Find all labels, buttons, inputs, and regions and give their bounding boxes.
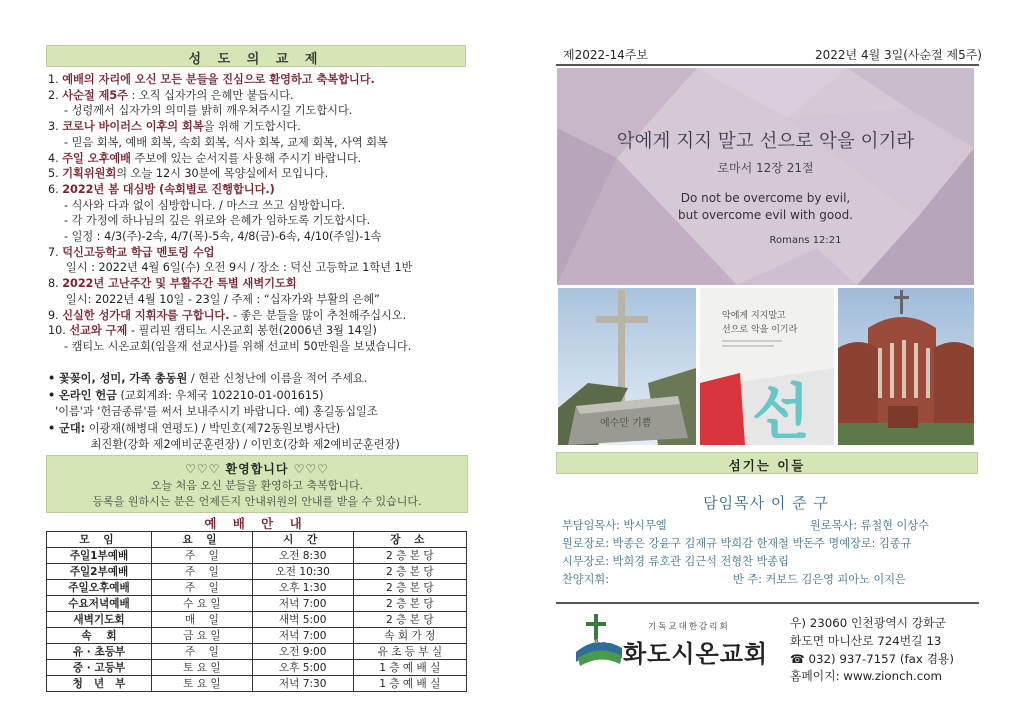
notice-item: - 믿음 회복, 예배 회복, 속회 회복, 식사 회복, 교제 회복, 사역 회복: [64, 135, 388, 149]
notice-item: 일시: 2022년 4월 10일 - 23일 / 주제 : “십자가와 부활의 은혜”: [66, 292, 380, 306]
welcome-line-2: 등록을 원하시는 분은 언제든지 안내위원의 안내를 받을 수 있습니다.: [92, 495, 422, 508]
table-row: [47, 628, 467, 644]
table-header-row: [47, 532, 467, 548]
table-cell: 청 년 부: [47, 676, 152, 692]
notice-text: - 필리핀 캠티노 시온교회 봉헌(2006년 3월 14일): [127, 324, 377, 338]
verse-card-photo: [700, 288, 834, 445]
notice-highlight: 예배의 자리에 오신 모든 분들을 진심으로 환영하고 축복합니다.: [62, 73, 375, 86]
table-cell: 수 요 일: [152, 596, 253, 612]
verse-english-line-1: Do not be overcome by evil,: [680, 191, 851, 205]
table-cell: 1 층 예 배 실: [353, 660, 466, 676]
notice-item: - 식사와 다과 없이 심방합니다. / 마스크 쓰고 심방합니다.: [64, 198, 346, 212]
verse-english-line-2: but overcome evil with good.: [677, 208, 854, 222]
card-big-letter: 선: [752, 378, 810, 445]
verse-ref-korean: 로마서 12장 21절: [717, 161, 814, 175]
table-cell: 2 층 본 당: [353, 548, 466, 564]
bullet-label: • 군대:: [48, 421, 86, 435]
table-cell: 주 일: [152, 548, 253, 564]
church-building-photo: [838, 288, 974, 445]
notice-text: - 좋은 분들을 많이 추천해주십시오.: [229, 308, 407, 322]
table-cell: 2 층 본 당: [353, 596, 466, 612]
table-header-cell: 모 임: [47, 532, 152, 548]
table-cell: 매 일: [152, 612, 253, 628]
notice-number: 8.: [48, 277, 59, 291]
worship-schedule-table: [46, 531, 467, 692]
welcome-line-1: 오늘 처음 오신 분들을 환영하고 축복합니다.: [150, 479, 364, 492]
table-row: [47, 580, 467, 596]
phone-fax: ☎ 032) 937-7157 (fax 겸용): [790, 652, 954, 666]
bullet-list: [48, 371, 473, 454]
notice-item: - 캠티노 시온교회(임을재 선교사)를 위해 선교비 50만원을 보냈습니다.: [64, 339, 412, 353]
table-row: [47, 596, 467, 612]
servants-header: [556, 452, 978, 474]
notice-item: [48, 276, 473, 292]
verse-korean: 악에게 지지 말고 선으로 악을 이기라: [616, 131, 915, 152]
table-cell: 오전 9:00: [252, 644, 353, 660]
notice-item: [48, 72, 473, 88]
bullet-item: '이름'과 '헌금종류'를 써서 보내주시기 바랍니다. 예) 홍길동십일조: [48, 405, 378, 419]
card-handwriting-1: 악에게 지지말고: [722, 311, 786, 321]
worship-guide-title: 예 배 안 내: [204, 516, 308, 531]
stone-inscription: 예수만 기쁨: [600, 418, 652, 429]
notice-number: 5.: [48, 167, 59, 181]
emeritus-elders: 원로장로: 박종은 강윤구 김재규 박희감 한재철 박돈주 명예장로: 김종규: [562, 537, 912, 550]
table-header-cell: 시 간: [252, 532, 353, 548]
table-cell: 유 초 등 부 실: [353, 644, 466, 660]
notice-text: 을 위해 기도합시다.: [203, 120, 301, 134]
card-handwriting-2: 선으로 악을 이기라: [722, 325, 798, 335]
welcome-title: ♡♡♡ 환영합니다 ♡♡♡: [185, 462, 329, 476]
table-cell: 2 층 본 당: [353, 580, 466, 596]
footer-divider: [556, 602, 979, 604]
table-row: [47, 548, 467, 564]
table-cell: 토 요 일: [152, 660, 253, 676]
church-name: 화도시온교회: [623, 640, 769, 668]
notice-text: : 오직 십자가의 은혜만 붙듭시다.: [127, 88, 294, 102]
table-cell: 2 층 본 당: [353, 564, 466, 580]
table-cell: 저녁 7:00: [252, 628, 353, 644]
table-cell: 속 회: [47, 628, 152, 644]
notice-item: - 일정 : 4/3(주)-2속, 4/7(목)-5속, 4/8(금)-6속, 4/10(주일)-1속: [64, 230, 382, 244]
associate-pastor: 부담임목사: 박시무엘: [562, 519, 667, 532]
table-cell: 저녁 7:00: [252, 596, 353, 612]
notice-text: 의 오늘 12시 30분에 목양실에서 모입니다.: [116, 167, 329, 181]
notice-number: 3.: [48, 120, 59, 134]
table-cell: 오전 10:30: [252, 564, 353, 580]
table-cell: 오전 8:30: [252, 548, 353, 564]
bulletin-date: 2022년 4월 3일(사순절 제5주): [815, 48, 982, 62]
fellowship-header: [46, 45, 466, 67]
notice-highlight: 코로나 바이러스 이후의 회복: [62, 120, 204, 134]
table-row: [47, 676, 467, 692]
table-cell: 저녁 7:30: [252, 676, 353, 692]
table-cell: 중 · 고등부: [47, 660, 152, 676]
table-cell: 수요저녁예배: [47, 596, 152, 612]
bullet-item: [48, 421, 473, 438]
table-cell: 2 층 본 당: [353, 612, 466, 628]
bullet-item: [48, 388, 473, 405]
table-cell: 토 요 일: [152, 676, 253, 692]
table-cell: 주일오후예배: [47, 580, 152, 596]
notice-item: 일시 : 2022년 4월 6일(수) 오전 9시 / 장소 : 덕신 고등학교 1학년 1반: [66, 261, 413, 275]
notice-number: 4.: [48, 151, 59, 165]
table-cell: 주 일: [152, 564, 253, 580]
notice-item: [48, 308, 473, 324]
table-cell: 주일1부예배: [47, 548, 152, 564]
notice-number: 9.: [48, 308, 59, 322]
table-cell: 유 · 초등부: [47, 644, 152, 660]
fellowship-title: 성 도 의 교 제: [188, 52, 324, 67]
table-cell: 금 요 일: [152, 628, 253, 644]
bullet-item: [48, 371, 473, 388]
notice-highlight: 덕신고등학교 학급 멘토링 수업: [62, 245, 215, 259]
polygon-background: [557, 68, 974, 285]
senior-pastor: 담임목사 이 준 구: [703, 494, 829, 512]
notice-item: [48, 323, 473, 339]
notice-highlight: 신실한 성가대 지휘자를 구합니다.: [62, 308, 230, 322]
header-divider: [556, 64, 979, 66]
table-cell: 1 층 예 배 실: [353, 676, 466, 692]
table-cell: 오후 1:30: [252, 580, 353, 596]
table-cell: 주 일: [152, 644, 253, 660]
table-cell: 주일2부예배: [47, 564, 152, 580]
notice-highlight: 2022년 고난주간 및 부활주간 특별 새벽기도회: [62, 277, 297, 291]
table-cell: 속 회 가 정: [353, 628, 466, 644]
notice-highlight: 사순절 제5주: [62, 88, 128, 102]
table-row: [47, 660, 467, 676]
notice-highlight: 2022년 봄 대심방 (속회별로 진행합니다.): [62, 182, 275, 196]
notice-number: 7.: [48, 245, 59, 259]
table-cell: 새벽 5:00: [252, 612, 353, 628]
denomination-name: 기독교대한감리회: [648, 622, 730, 632]
bullet-text: (교회계좌: 우체국 102210-01-001615): [116, 388, 324, 402]
servants-title: 섬기는 이들: [728, 458, 806, 473]
notice-text: 주보에 있는 순서지를 사용해 주시기 바랍니다.: [131, 151, 362, 165]
choir-conductor: 찬양지휘:: [562, 573, 609, 586]
table-row: [47, 644, 467, 660]
homepage-url: 홈페이지: www.zionch.com: [790, 669, 942, 683]
notice-number: 1.: [48, 73, 59, 86]
notice-highlight: 선교와 구제: [69, 324, 128, 338]
table-cell: 새벽기도회: [47, 612, 152, 628]
welcome-box: [46, 455, 468, 513]
active-elders: 시무장로: 박희경 류호관 김근석 전형찬 박종립: [562, 555, 789, 568]
bulletin-number: 제2022-14주보: [563, 48, 648, 62]
notice-number: 6.: [48, 182, 59, 196]
accompanists: 반 주: 커보드 김은영 피아노 이지은: [733, 573, 906, 586]
bullet-text: / 현관 신청난에 이름을 적어 주세요.: [187, 372, 368, 385]
table-row: [47, 612, 467, 628]
table-header-cell: 장 소: [353, 532, 466, 548]
notice-item: [48, 119, 473, 135]
notice-item: [48, 88, 473, 104]
table-cell: 주 일: [152, 580, 253, 596]
notice-number: 10.: [48, 324, 66, 338]
bullet-item: 최진환(강화 제2예비군훈련장) / 이민호(강화 제2예비군훈련장): [48, 438, 400, 452]
address-line-1: 우) 23060 인천광역시 강화군: [790, 616, 946, 630]
notice-item: [48, 151, 473, 167]
bullet-label: • 꽃꽂이, 성미, 가족 총동원: [48, 372, 188, 385]
verse-banner: [557, 68, 974, 285]
verse-ref-english: Romans 12:21: [769, 235, 842, 246]
table-row: [47, 564, 467, 580]
notice-list: [48, 72, 473, 355]
notice-item: - 성령께서 십자가의 의미를 밝히 깨우쳐주시길 기도합시다.: [64, 104, 353, 118]
notice-number: 2.: [48, 88, 59, 102]
notice-highlight: 기획위원회: [62, 167, 117, 181]
notice-item: - 각 가정에 하나님의 깊은 위로와 은혜가 임하도록 기도합시다.: [64, 214, 371, 228]
notice-item: [48, 166, 473, 182]
bullet-text: 이광재(해병대 연평도) / 박민호(제72동원보병사단): [85, 421, 341, 435]
table-cell: 오후 5:00: [252, 660, 353, 676]
notice-highlight: 주일 오후예배: [62, 151, 131, 165]
address-line-2: 화도면 마니산로 724번길 13: [790, 634, 942, 648]
bullet-label: • 온라인 헌금: [48, 388, 117, 402]
notice-item: [48, 245, 473, 261]
cross-stone-photo: [558, 288, 696, 445]
emeritus-pastor: 원로목사: 류철현 이상수: [810, 519, 929, 532]
table-header-cell: 요 일: [152, 532, 253, 548]
logo-since-year: since 1905: [586, 637, 622, 645]
notice-item: [48, 182, 473, 198]
